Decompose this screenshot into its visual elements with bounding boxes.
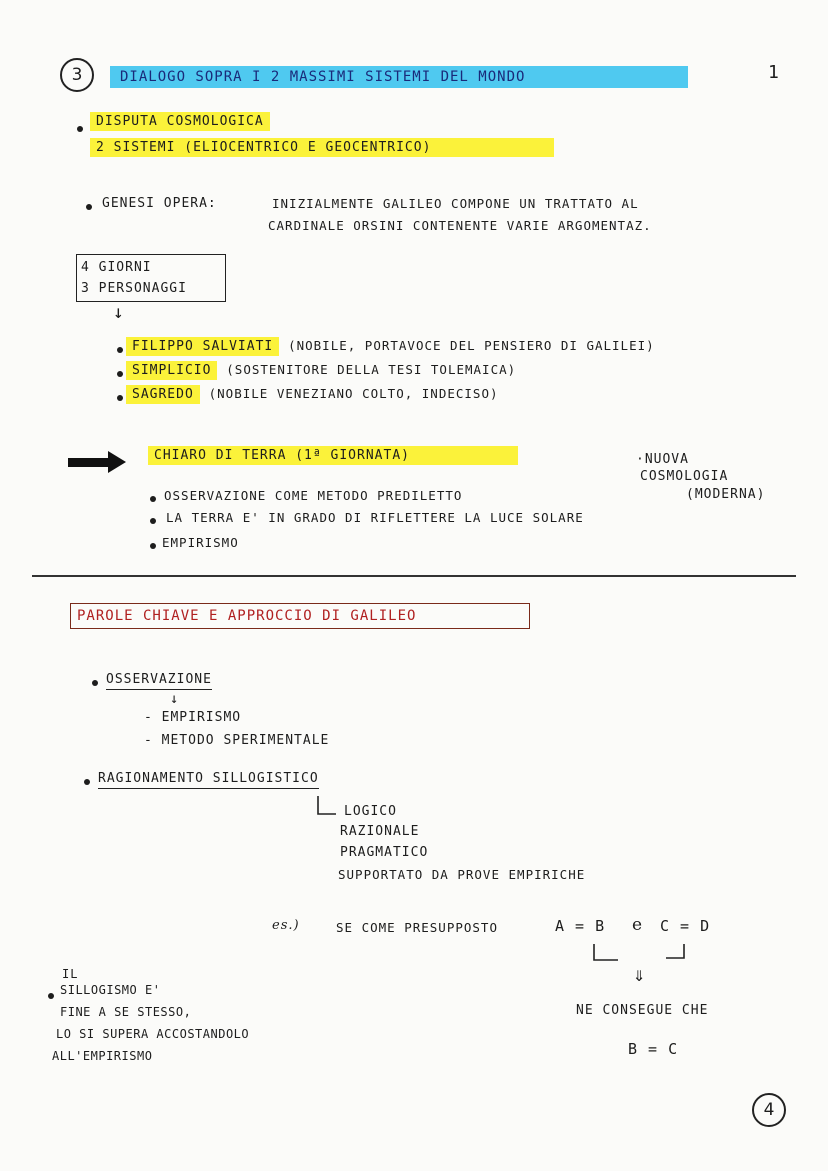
equation-cd: C = D: [660, 917, 711, 935]
bracket-right: [664, 944, 686, 964]
genesi-line-1: INIZIALMENTE GALILEO COMPONE UN TRATTATO AL: [272, 196, 639, 211]
corner-mark: 1: [768, 62, 780, 83]
side-note-3: LO SI SUPERA ACCOSTANDOLO: [56, 1027, 250, 1041]
rag-sub-4: SUPPORTATO DA PROVE EMPIRICHE: [338, 867, 586, 882]
character-desc: (NOBILE, PORTAVOCE DEL PENSIERO DI GALILEI): [288, 338, 655, 353]
side-note-4: ALL'EMPIRISMO: [52, 1049, 153, 1063]
arrow-down-icon: ↓: [113, 302, 125, 323]
bullet: [84, 779, 90, 785]
character-name: SAGREDO: [126, 385, 200, 404]
character-name: FILIPPO SALVIATI: [126, 337, 279, 356]
bullet: [117, 371, 123, 377]
nuova-text: NUOVA: [644, 452, 689, 467]
bracket-left: [592, 944, 620, 964]
rag-sub-1: LOGICO: [344, 804, 397, 819]
bullet: [48, 993, 54, 999]
oss-sub-2: - METODO SPERIMENTALE: [144, 733, 330, 748]
disputa-heading: DISPUTA COSMOLOGICA: [90, 112, 270, 131]
bullet: [86, 204, 92, 210]
branch-line: [316, 796, 338, 818]
parole-chiave-box: PAROLE CHIAVE E APPROCCIO DI GALILEO: [70, 603, 530, 629]
bullet: [150, 496, 156, 502]
bullet: [77, 126, 83, 132]
genesi-line-2: CARDINALE ORSINI CONTENENTE VARIE ARGOMENTAZ.: [268, 218, 652, 233]
result-bc: B = C: [628, 1040, 679, 1058]
nuova-cosmologia-2: COSMOLOGIA: [640, 469, 729, 484]
giorni-box: [76, 254, 226, 302]
ragionamento-heading: RAGIONAMENTO SILLOGISTICO: [98, 771, 319, 789]
personaggi-line: 3 PERSONAGGI: [81, 281, 187, 296]
arrow-down-icon: ↓: [170, 691, 180, 707]
bullet: [117, 347, 123, 353]
page-number-circle: [752, 1093, 786, 1127]
rag-sub-3: PRAGMATICO: [340, 845, 429, 860]
bullet: [150, 518, 156, 524]
osservazione-heading: OSSERVAZIONE: [106, 672, 212, 690]
oss-sub-1: - EMPIRISMO: [144, 710, 242, 725]
ne-consegue-text: NE CONSEGUE CHE: [576, 1003, 709, 1018]
bullet: [150, 543, 156, 549]
equation-ab: A = B: [555, 917, 606, 935]
right-arrow-icon: [68, 450, 128, 474]
rag-sub-2: RAZIONALE: [340, 824, 420, 839]
example-label: es.): [272, 918, 300, 933]
character-name: SIMPLICIO: [126, 361, 217, 380]
chiaro-di-terra: CHIARO DI TERRA (1ª GIORNATA): [148, 446, 518, 465]
implies-arrow-icon: ⇓: [633, 962, 647, 986]
page-number: 4: [763, 1100, 775, 1120]
obs-item-2: LA TERRA E' IN GRADO DI RIFLETTERE LA LUCE SOLARE: [166, 510, 584, 525]
section-divider: [32, 575, 796, 577]
page-title: DIALOGO SOPRA I 2 MASSIMI SISTEMI DEL MONDO: [110, 66, 688, 88]
nuova-cosmologia-3: (MODERNA): [686, 487, 766, 502]
bullet-dot: ·: [636, 452, 645, 467]
genesi-label: GENESI OPERA:: [102, 196, 217, 211]
nuova-cosmologia-1: [636, 452, 689, 467]
side-note-1: SILLOGISMO E': [60, 983, 161, 997]
character-salviati: [126, 338, 655, 354]
character-sagredo: [126, 386, 499, 402]
ne-consegue: [576, 1003, 708, 1018]
side-note-il: IL: [62, 967, 79, 981]
bullet: [92, 680, 98, 686]
example-text: SE COME PRESUPPOSTO: [336, 920, 498, 935]
side-note-2: FINE A SE STESSO,: [60, 1005, 192, 1019]
bullet: [117, 395, 123, 401]
giorni-line: 4 GIORNI: [81, 260, 152, 275]
character-desc: (SOSTENITORE DELLA TESI TOLEMAICA): [226, 362, 517, 377]
obs-item-1: OSSERVAZIONE COME METODO PREDILETTO: [164, 488, 463, 503]
character-desc: (NOBILE VENEZIANO COLTO, INDECISO): [208, 386, 499, 401]
section-number: 3: [71, 65, 83, 85]
section-number-circle: [60, 58, 94, 92]
character-simplicio: [126, 362, 516, 378]
due-sistemi: 2 SISTEMI (ELIOCENTRICO E GEOCENTRICO): [90, 138, 554, 157]
obs-item-3: EMPIRISMO: [162, 535, 239, 550]
equation-and: e: [632, 915, 644, 935]
